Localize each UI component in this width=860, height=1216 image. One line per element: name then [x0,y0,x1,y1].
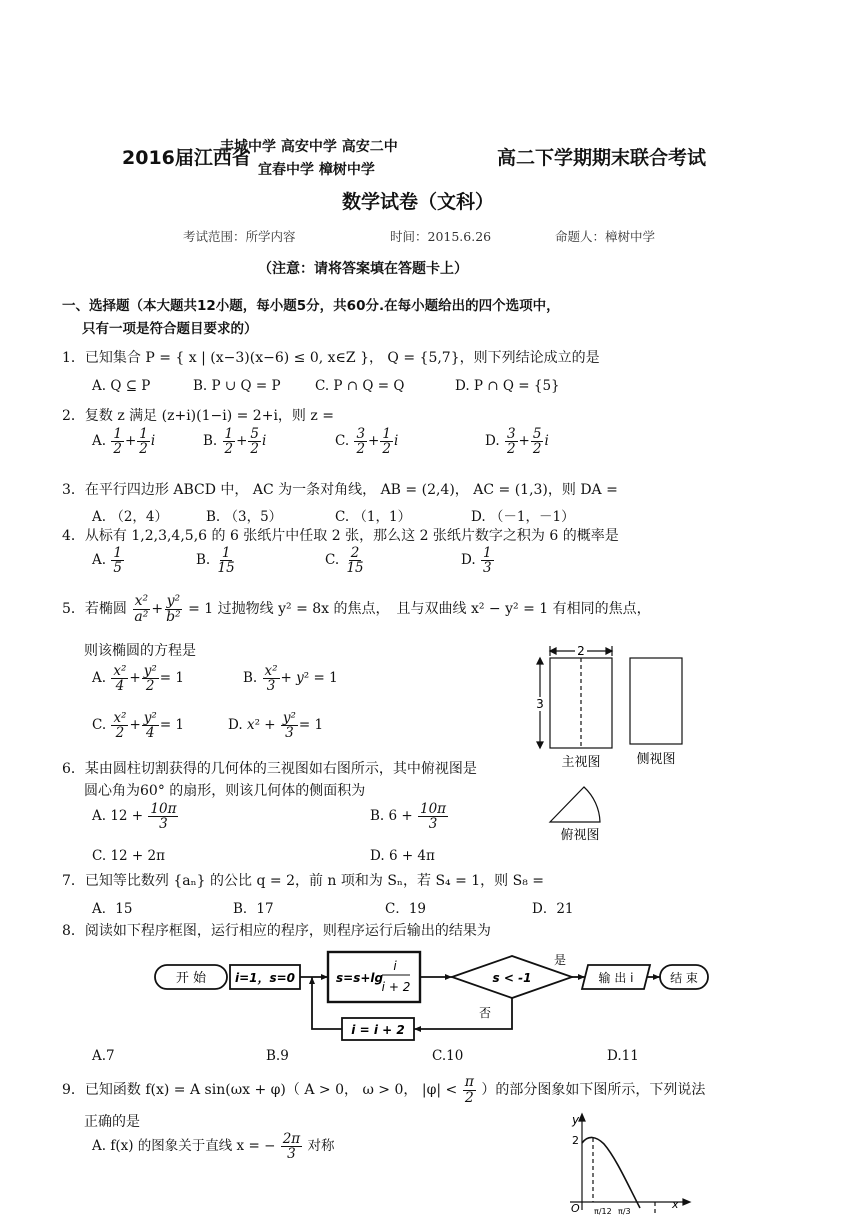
side-view-rect [630,658,682,744]
q6-option-b: B. 6 + $\frac{10\pi}{3}$ [370,801,447,833]
title-left: 2016届江西省 [122,147,251,169]
title-right: 高二下学期期末联合考试 [497,147,707,169]
flow-end-label: 结 束 [670,971,698,985]
q7-option-c: C．19 [385,901,427,917]
q7-option-b: B．17 [233,901,274,917]
q7-stem: 7．已知等比数列 {aₙ} 的公比 q = 2，前 n 项和为 Sₙ，若 S₄ = 1，则 S₈ = [62,873,545,889]
schools-line-2: 宜春中学 樟树中学 [258,162,375,178]
q8-option-b: B.9 [266,1048,289,1064]
flow-init-label: i=1，s=0 [234,971,296,985]
graph-tick-1: π/12 [594,1207,612,1216]
flowchart [150,942,710,1044]
q6-option-a: A. 12 + $\frac{10\pi}{3}$ [92,801,177,833]
q2-stem: 2．复数 z 满足 (z+i)(1−i) = 2+i，则 z = [62,408,334,424]
flow-assign-denominator: i + 2 [381,980,411,994]
q5-option-a: A. $\frac{\text{x²}}{4}$ + $\frac{\text{y²}}{2}$ = 1 [92,663,184,695]
exam-scope: 考试范围：所学内容 [183,229,296,244]
q4-option-c: C. $\frac{2}{15}$ [325,545,364,577]
function-graph [560,1110,700,1216]
flow-assign-label: s=s+lg [336,971,384,985]
q2-option-d: D. $\frac{3}{2}$ + $\frac{5}{2}$ i [485,426,549,458]
q3-option-a: A. （2，4） [92,509,169,525]
side-view-label: 侧视图 [636,752,676,767]
q4-stem: 4．从标有 1,2,3,4,5,6 的 6 张纸片中任取 2 张，那么这 2 张纸片数字之积为 6 的概率是 [62,528,619,544]
q9-line-2: 正确的是 [84,1114,140,1130]
q1-option-c: C. P ∩ Q = Q [315,378,405,394]
q5-stem: 5．若椭圆 $\frac{\text{x²}}{\text{a²}}$ + $\frac{\text{y²}}{\text{b²}}$ = 1 过抛物线 y² = 8x 的焦点， 且与双曲线 x² − y² = 1 有相同的焦点， [62,593,651,625]
dim-left-label: 3 [536,697,544,711]
q1-option-a: A. Q ⊆ P [92,378,151,394]
graph-tick-2: π/3 [618,1207,631,1216]
top-view-label: 俯视图 [560,828,600,843]
q9-option-a: A. f(x) 的图象关于直线 x = − $\frac{2\pi}{3}$ 对称 [92,1131,335,1163]
q6-line-1: 6．某由圆柱切割获得的几何体的三视图如右图所示，其中俯视图是 [62,761,477,777]
q7-option-a: A．15 [92,901,133,917]
q3-option-d: D. （－1，－1） [471,509,575,525]
front-view-label: 主视图 [561,755,601,770]
q5-line-2: 则该椭圆的方程是 [84,643,196,659]
q6-line-2: 圆心角为60° 的扇形，则该几何体的侧面积为 [84,783,366,799]
q6-option-c: C. 12 + 2π [92,848,165,864]
flow-assign-numerator: i [393,959,397,973]
q3-option-b: B. （3，5） [206,509,283,525]
q4-option-a: A. $\frac{1}{5}$ [92,545,122,577]
q2-option-c: C. $\frac{3}{2}$ + $\frac{1}{2}$ i [335,426,399,458]
flow-start-label: 开 始 [175,971,207,986]
graph-y-tick: 2 [572,1134,579,1147]
graph-x-label: x [672,1198,679,1211]
flow-output-label: 输 出 i [598,971,634,985]
q6-option-d: D. 6 + 4π [370,848,435,864]
q8-option-c: C.10 [432,1048,464,1064]
q3-stem: 3．在平行四边形 ABCD 中， AC 为一条对角线， AB = (2,4)， AC = (1,3)，则 DA = [62,482,618,498]
three-view-figure [530,640,700,850]
q3-option-c: C. （1，1） [335,509,412,525]
schools-line-1: 丰城中学 高安中学 高安二中 [220,139,398,155]
q8-option-d: D.11 [607,1048,639,1064]
flow-yes-label: 是 [553,953,567,967]
section-heading-line-1: 一、选择题（本大题共12小题，每小题5分，共60分.在每小题给出的四个选项中， [62,298,560,314]
page-subtitle: 数学试卷（文科） [342,191,495,213]
q4-option-b: B. $\frac{1}{15}$ [196,545,235,577]
q9-stem: 9．已知函数 f(x) = A sin(ωx + φ)（ A > 0， ω > 0， |φ| < $\frac{\pi}{2}$ ）的部分图象如下图所示，下列说法 [62,1074,706,1106]
q1-option-b: B. P ∪ Q = P [193,378,281,394]
q1-option-d: D. P ∩ Q = {5} [455,378,560,394]
sine-curve [582,1137,640,1208]
q8-option-a: A.7 [92,1048,115,1064]
q5-option-d: D. x² + $\frac{\text{y²}}{3}$ = 1 [228,710,324,742]
top-view-sector [550,787,600,822]
flow-no-label: 否 [478,1006,492,1020]
section-heading-line-2: 只有一项是符合题目要求的） [82,321,258,337]
q4-option-d: D. $\frac{1}{3}$ [461,545,492,577]
q5-option-c: C. $\frac{\text{x²}}{2}$ + $\frac{\text{y²}}{4}$ = 1 [92,710,185,742]
q5-option-b: B. $\frac{\text{x²}}{3}$ + y² = 1 [243,663,338,695]
exam-time: 时间：2015.6.26 [390,229,492,244]
exam-author: 命题人：樟树中学 [555,229,656,244]
q2-option-a: A. $\frac{1}{2}$ + $\frac{1}{2}$ i [92,426,156,458]
answer-notice: （注意：请将答案填在答题卡上） [258,261,468,277]
flow-update-label: i = i + 2 [351,1023,405,1037]
graph-y-label: y [572,1113,580,1127]
flow-cond-label: s < -1 [492,971,532,985]
q1-stem: 1．已知集合 P = { x | (x−3)(x−6) ≤ 0, x∈Z }， Q = {5,7}，则下列结论成立的是 [62,350,600,366]
q8-stem: 8．阅读如下程序框图，运行相应的程序，则程序运行后输出的结果为 [62,923,491,939]
q2-option-b: B. $\frac{1}{2}$ + $\frac{5}{2}$ i [203,426,267,458]
graph-origin: O [571,1202,580,1215]
q7-option-d: D．21 [532,901,574,917]
dim-top-label: 2 [577,644,585,658]
